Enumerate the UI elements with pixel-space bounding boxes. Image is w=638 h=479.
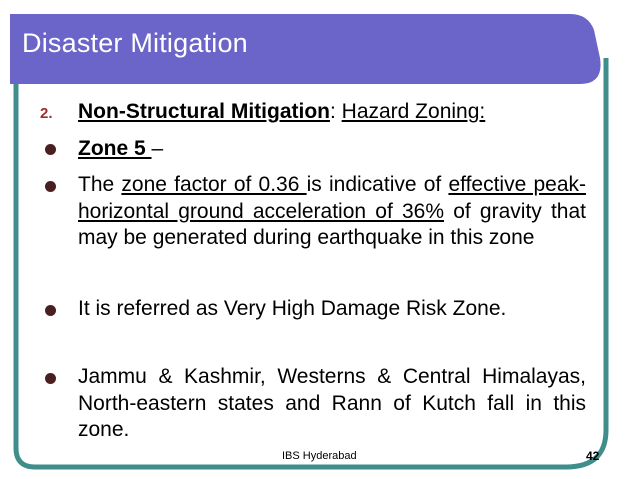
zone-heading: Zone 5 <box>78 137 152 160</box>
list-item-text: It is referred as Very High Damage Risk Zone. <box>78 297 507 320</box>
heading-separator: : <box>329 100 342 123</box>
page-number: 42 <box>586 449 600 463</box>
list-item <box>40 136 586 163</box>
hazard-zoning-label: Hazard Zoning: <box>341 100 486 123</box>
zone-factor-phrase: zone factor of 0.36 <box>121 173 307 196</box>
list-item-text: Jammu & Kashmir, Westerns & Central Himalayas, North-eastern states and Rann of Kutch fall in this zone. <box>78 365 586 441</box>
slide-title: Disaster Mitigation <box>22 28 248 58</box>
text-run: of gravity that may be generated during earthquake in this zone <box>78 199 586 249</box>
bullet-icon <box>45 181 56 192</box>
zone-dash: – <box>151 137 164 160</box>
bullet-icon <box>45 144 56 155</box>
text-run: The <box>78 173 122 196</box>
list-item <box>40 364 586 444</box>
mitigation-type-heading: Non-Structural Mitigation <box>78 100 330 123</box>
list-item <box>40 99 586 126</box>
list-item-text <box>78 136 586 163</box>
list-item <box>40 172 586 252</box>
list-item <box>40 296 586 323</box>
list-number: 2. <box>40 105 53 122</box>
text-run: is indicative of <box>306 173 449 196</box>
acceleration-phrase: effective peak-horizontal ground acceleration of 36% <box>78 173 586 223</box>
bullet-icon <box>45 373 56 384</box>
list-item-text <box>78 172 586 252</box>
bullet-icon <box>45 305 56 316</box>
list-item-text <box>78 99 586 126</box>
footer-source: IBS Hyderabad <box>282 450 357 462</box>
